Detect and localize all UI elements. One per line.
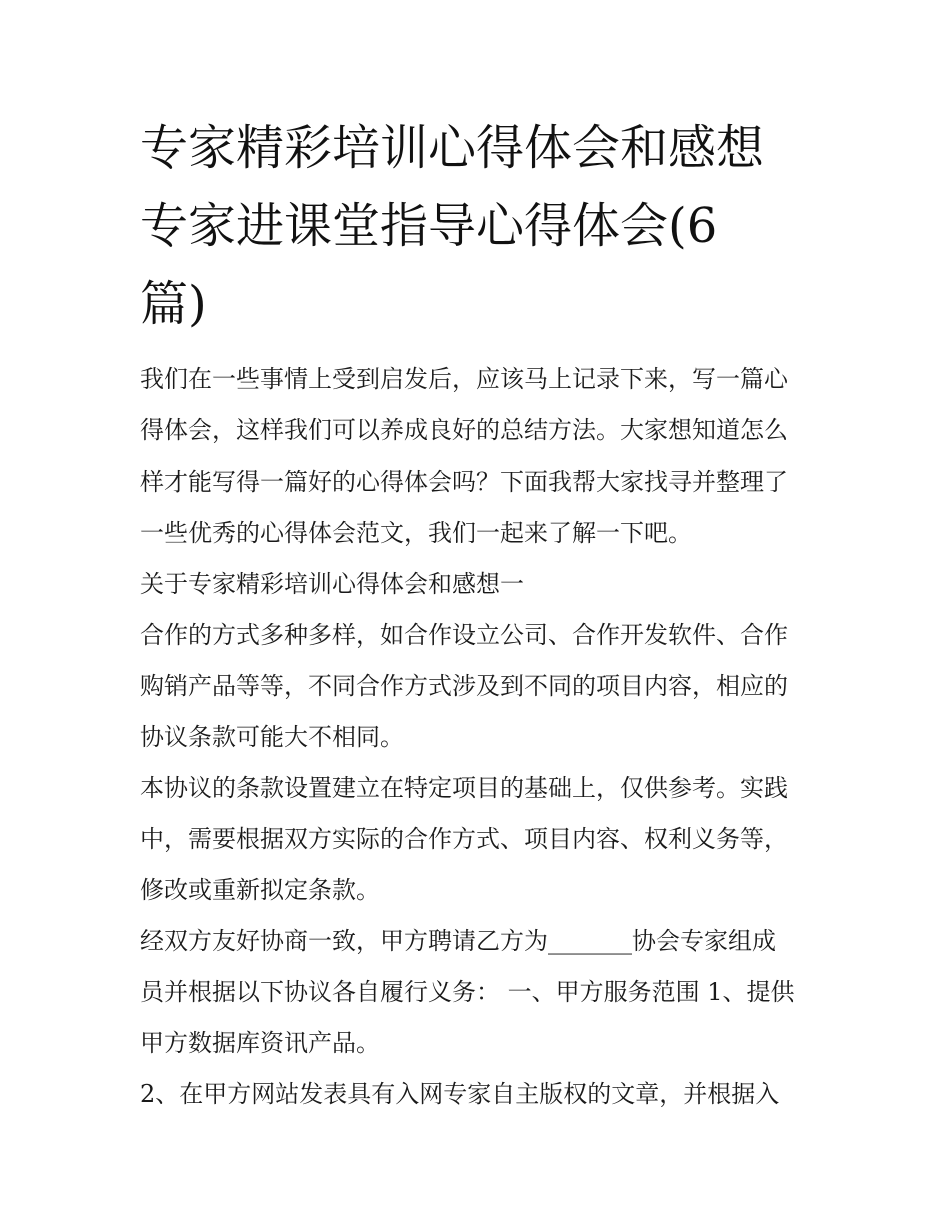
document-title-line-2: 专家进课堂指导心得体会(6: [140, 198, 718, 254]
intro-paragraph-line-4: 一些优秀的心得体会范文，我们一起来了解一下吧。: [140, 519, 692, 547]
paragraph-2-line-2: 中，需要根据双方实际的合作方式、项目内容、权利义务等，: [140, 825, 788, 853]
paragraph-1-line-1: 合作的方式多种多样，如合作设立公司、合作开发软件、合作: [140, 621, 788, 649]
intro-paragraph-line-1: 我们在一些事情上受到启发后，应该马上记录下来，写一篇心: [140, 365, 788, 393]
paragraph-2-line-3: 修改或重新拟定条款。: [140, 876, 380, 904]
section-heading: 关于专家精彩培训心得体会和感想一: [140, 570, 524, 598]
paragraph-4-line-1: 2、在甲方网站发表具有入网专家自主版权的文章，并根据入: [140, 1080, 780, 1108]
intro-paragraph-line-2: 得体会，这样我们可以养成良好的总结方法。大家想知道怎么: [140, 416, 788, 444]
document-title-line-3: 篇): [140, 276, 207, 332]
paragraph-1-line-3: 协议条款可能大不相同。: [140, 723, 404, 751]
paragraph-3-line-1: 经双方友好协商一致，甲方聘请乙方为_______协会专家组成: [140, 927, 776, 955]
paragraph-2-line-1: 本协议的条款设置建立在特定项目的基础上，仅供参考。实践: [140, 774, 788, 802]
intro-paragraph-line-3: 样才能写得一篇好的心得体会吗？下面我帮大家找寻并整理了: [140, 468, 788, 496]
paragraph-3-line-3: 甲方数据库资讯产品。: [140, 1029, 380, 1057]
paragraph-3-line-2: 员并根据以下协议各自履行义务： 一、甲方服务范围 1、提供: [140, 978, 795, 1006]
document-title-line-1: 专家精彩培训心得体会和感想: [140, 120, 765, 176]
paragraph-1-line-2: 购销产品等等，不同合作方式涉及到不同的项目内容，相应的: [140, 672, 788, 700]
